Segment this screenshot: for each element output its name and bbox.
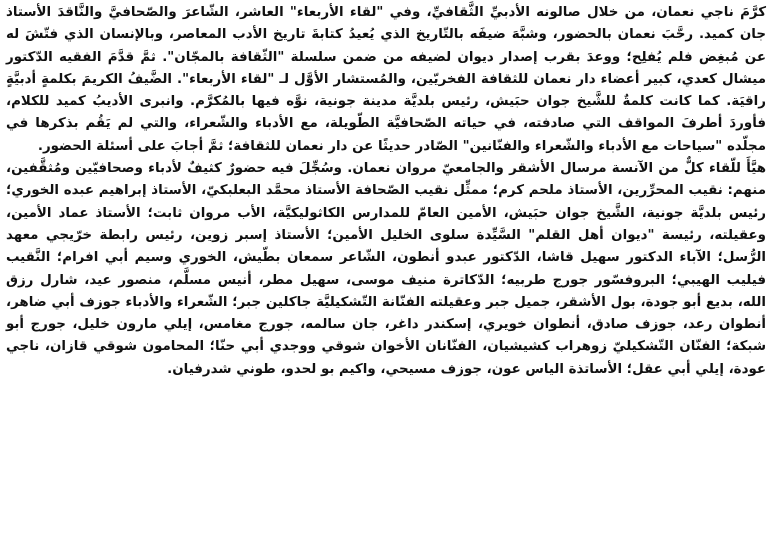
paragraph-attendees-list: هيَّأَ للّقاء كلٌّ من الآنسة مرسال الأشقر والجامعيّ مروان نعمان. وسُجِّلَ فيه حضورٌ كثيفٌ لأدباء وصحافيّين ومُثقَّفين، منهم: نقيب المحرِّرين، الأستاذ ملحم كرم؛ ممثِّل نقيب الصّحافة الأستاذ محمَّد البعلبكيّ، الأستاذ إبراهيم عبده الخوري؛ رئيس بلديَّة جونية، الشَّيخ جوان حبَيش، الأمين العامّ للمدارس الكاثوليكيَّة، الأب مروان ثابت؛ الأستاذ عماد الأمين، وعقيلته، رئيسة "ديوان أهل القلم" السَّيِّدة سلوى الخليل الأمين؛ الأستاذ إسبر زوين، رئيس رابطة خرّيجي معهد الرُّسل؛ الآباء الدكتور سهيل قاشا، الدّكتور عبدو أنطون، الشّاعر سمعان بطّيش، الخوري وسيم أبي افرام؛ النَّقيب فيليب الهيبي؛ البروفسّور جورج طربيه؛ الدّكاترة منيف موسى، سهيل مطر، أنيس مسلَّم، منصور عيد، شارل رزق الله، بديع أبو جودة، بول الأشقر، جميل جبر وعقيلته الفنّانة التّشكيليَّة جاكلين جبر؛ الشّعراء والأدباء جوزف أبي ضاهر، أنطوان رعد، جوزف صادق، أنطوان خويري، إسكندر داغر، جان سالمه، جورج مغامس، إيلي مارون خليل، جورج أبو شبكة؛ الفنّان التّشكيليّ زوهراب كشيشيان، الفنّانان الأخوان شوقي ووجدي أبي حنّا؛ المحامون شوقي قازان، ناجي عودة، إيلي أبي عقل؛ الأساتذة الياس عون، جوزف مسيحي، واكيم بو لحدو، طوني شدرفيان.	[6, 161, 766, 377]
article-body	[6, 2, 766, 381]
paragraph-event-description: كرَّمَ ناجي نعمان، من خلال صالونه الأدبيِّ الثَّقافيِّ، وفي "لقاء الأربعاء" العاشر، الشّاعرَ والصّحافيَّ والنَّاقدَ الأستاذ جان كميد. رحَّبَ نعمان بالحضور، وشبَّهَ ضيفَه بالتّاريخ الذي يُعيدُ كتابةَ تاريخ الأدب المعاصر، وبالإنسان الذي فتّشَ له عن مُبغِض فلم يُفلِح؛ ووعدَ بقرب إصدار ديوان لضيفه من ضمن سلسلة "الثّقافة بالمجّان". ثمَّ قدَّمَ الفقيه الدّكتور ميشال كعدي، كبير أعضاء دار نعمان للثقافة الفخريّين، والمُستشار الأوَّل لـ "لقاء الأربعاء". الضَّيفُ الكريمَ بكلمةٍ أدبيَّةٍ راقيَة. كما كانت كلمةٌ للشَّيخ جوان حبَيش، رئيس بلديَّة مدينة جونية، نوَّه فيها بالمُكرَّم. وانبرى الأديبُ كميد للكلام، فأوردَ أطرفَ المواقف التي صادفته، في حياته الصّحافيَّة الطّويلة، مع الأدباء والشّعراء، والتي لم يَقُم بذكرها في مجلّده "سياحات مع الأدباء والشّعراء والفنّانين" الصّادر حديثًا عن دار نعمان للثقافة؛ ثمَّ أجابَ على أسئلة الحضور.	[6, 5, 766, 154]
